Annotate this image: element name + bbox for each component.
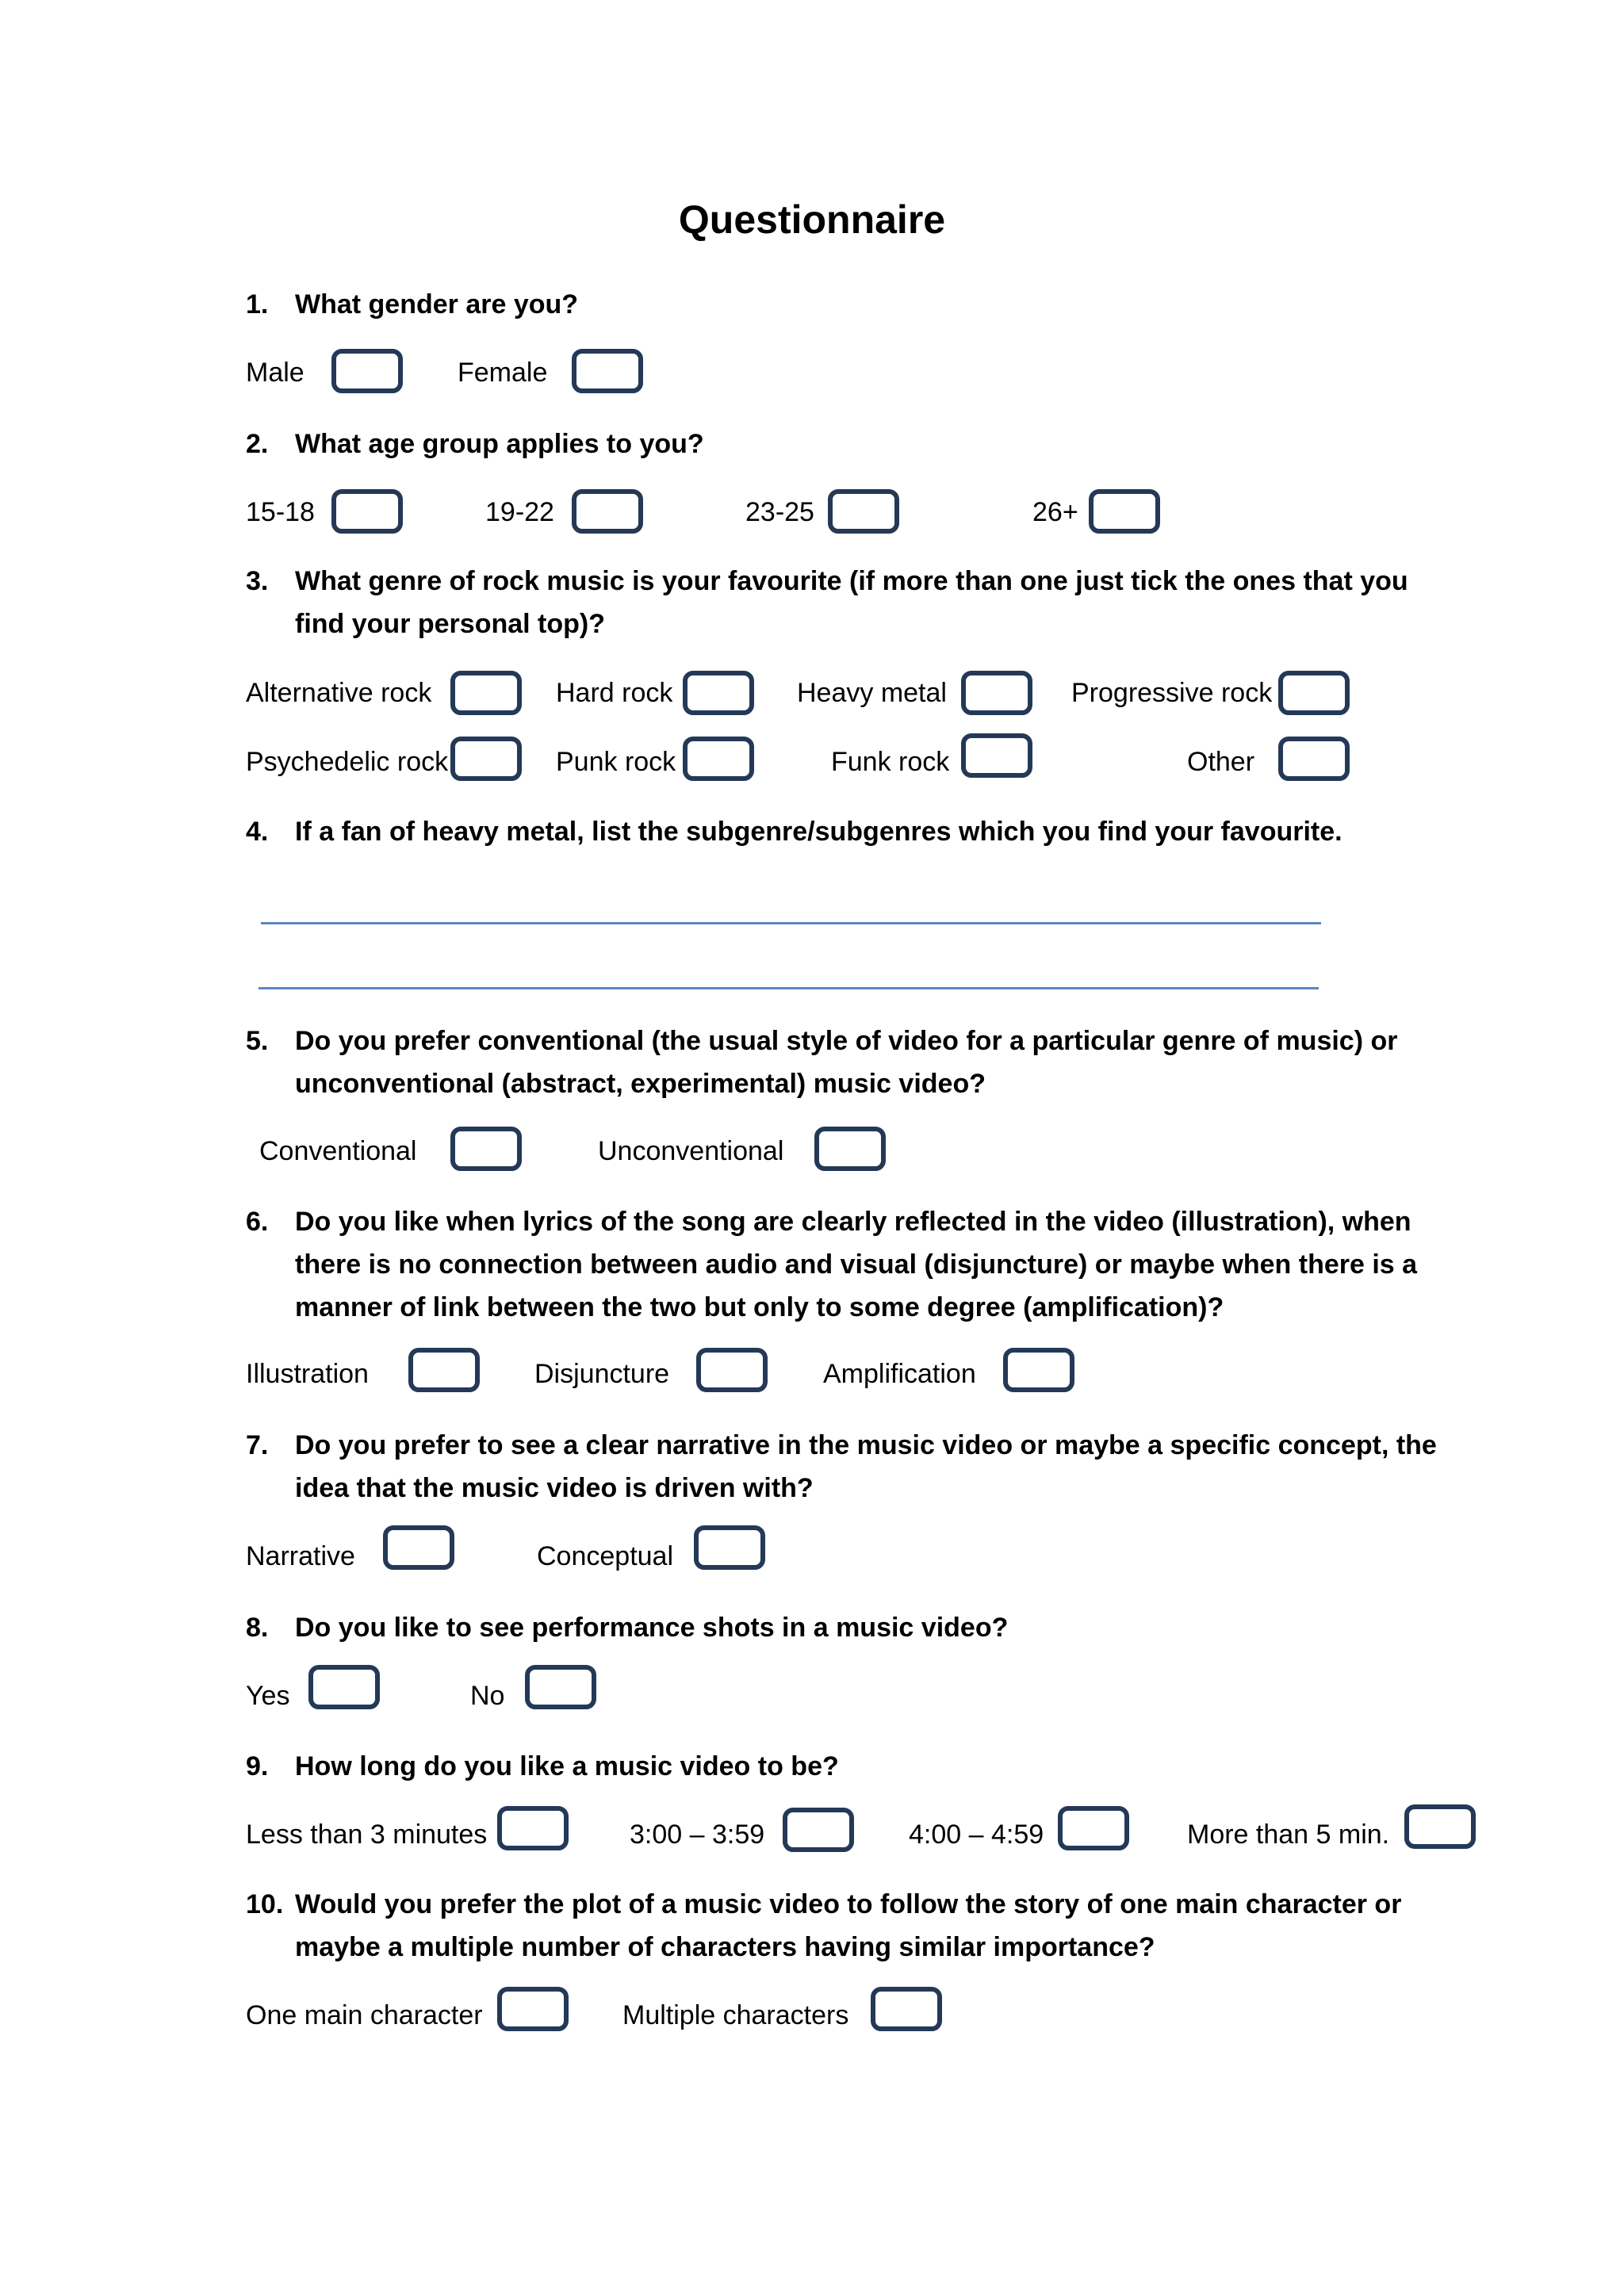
- answer-line-2[interactable]: [259, 987, 1319, 989]
- checkbox-no[interactable]: [525, 1665, 596, 1709]
- question-text: How long do you like a music video to be?: [295, 1751, 839, 1781]
- option-label-alternative-rock: Alternative rock: [246, 678, 432, 708]
- question-2: [246, 423, 1461, 465]
- option-label-yes: Yes: [246, 1681, 290, 1711]
- option-label-disjuncture: Disjuncture: [534, 1359, 670, 1389]
- question-text: What age group applies to you?: [295, 429, 704, 459]
- option-label-15-18: 15-18: [246, 497, 315, 527]
- option-label-4-00-4-59: 4:00 – 4:59: [909, 1820, 1044, 1850]
- question-4: [246, 810, 1461, 853]
- checkbox-3-00-3-59[interactable]: [783, 1808, 854, 1852]
- question-number: 4.: [246, 817, 269, 847]
- question-6: [246, 1200, 1461, 1329]
- checkbox-amplification[interactable]: [1003, 1348, 1074, 1392]
- checkbox-more-than-5-min[interactable]: [1404, 1804, 1476, 1849]
- checkbox-punk-rock[interactable]: [683, 737, 754, 781]
- checkbox-progressive-rock[interactable]: [1278, 671, 1350, 715]
- checkbox-alternative-rock[interactable]: [450, 671, 522, 715]
- answer-line-1[interactable]: [261, 922, 1321, 924]
- checkbox-19-22[interactable]: [572, 489, 643, 534]
- question-5: [246, 1020, 1461, 1105]
- checkbox-other[interactable]: [1278, 737, 1350, 781]
- question-number: 10.: [246, 1889, 284, 1919]
- checkbox-26-plus[interactable]: [1089, 489, 1160, 534]
- checkbox-disjuncture[interactable]: [696, 1348, 768, 1392]
- question-10: [246, 1883, 1461, 1969]
- question-number: 1.: [246, 289, 269, 320]
- checkbox-4-00-4-59[interactable]: [1058, 1806, 1129, 1850]
- option-label-more-than-5-min: More than 5 min.: [1187, 1820, 1390, 1850]
- question-number: 5.: [246, 1026, 269, 1056]
- question-number: 2.: [246, 429, 269, 459]
- option-label-3-00-3-59: 3:00 – 3:59: [630, 1820, 765, 1850]
- checkbox-multiple-characters[interactable]: [871, 1987, 942, 2031]
- question-7: [246, 1424, 1461, 1510]
- checkbox-funk-rock[interactable]: [961, 733, 1032, 778]
- option-label-illustration: Illustration: [246, 1359, 369, 1389]
- checkbox-15-18[interactable]: [331, 489, 403, 534]
- option-label-23-25: 23-25: [745, 497, 814, 527]
- question-text: Do you like to see performance shots in a music video?: [295, 1613, 1009, 1643]
- question-3: [246, 560, 1461, 645]
- question-1: [246, 283, 1461, 326]
- checkbox-23-25[interactable]: [828, 489, 899, 534]
- checkbox-unconventional[interactable]: [814, 1127, 886, 1171]
- checkbox-conceptual[interactable]: [694, 1525, 765, 1570]
- option-label-psychedelic-rock: Psychedelic rock: [246, 747, 449, 777]
- option-label-less-than-3-minutes: Less than 3 minutes: [246, 1820, 488, 1850]
- question-text: Do you like when lyrics of the song are clearly reflected in the video (illustration), when there is no connection between audio and visual (disjuncture) or maybe when there is a manner of link between the two but only to some degree (amplification)?: [295, 1207, 1418, 1322]
- checkbox-male[interactable]: [331, 349, 403, 393]
- option-label-progressive-rock: Progressive rock: [1071, 678, 1273, 708]
- option-label-no: No: [470, 1681, 505, 1711]
- option-label-19-22: 19-22: [485, 497, 554, 527]
- checkbox-conventional[interactable]: [450, 1127, 522, 1171]
- option-label-heavy-metal: Heavy metal: [797, 678, 947, 708]
- option-label-conceptual: Conceptual: [537, 1541, 674, 1571]
- checkbox-illustration[interactable]: [408, 1348, 480, 1392]
- checkbox-one-main-character[interactable]: [497, 1987, 569, 2031]
- option-label-male: Male: [246, 358, 304, 388]
- question-number: 7.: [246, 1430, 269, 1460]
- option-label-amplification: Amplification: [823, 1359, 976, 1389]
- checkbox-female[interactable]: [572, 349, 643, 393]
- option-label-funk-rock: Funk rock: [831, 747, 950, 777]
- question-text: Do you prefer to see a clear narrative in the music video or maybe a specific concept, the idea that the music video is driven with?: [295, 1430, 1437, 1503]
- option-label-multiple-characters: Multiple characters: [622, 2000, 849, 2030]
- option-label-female: Female: [458, 358, 548, 388]
- option-label-punk-rock: Punk rock: [556, 747, 676, 777]
- question-number: 3.: [246, 566, 269, 596]
- checkbox-narrative[interactable]: [383, 1525, 454, 1570]
- option-label-narrative: Narrative: [246, 1541, 355, 1571]
- question-8: [246, 1606, 1461, 1649]
- option-label-unconventional: Unconventional: [598, 1136, 784, 1166]
- checkbox-psychedelic-rock[interactable]: [450, 737, 522, 781]
- checkbox-yes[interactable]: [308, 1665, 380, 1709]
- question-text: Would you prefer the plot of a music video to follow the story of one main character or maybe a multiple number of characters having similar importance?: [295, 1889, 1402, 1962]
- question-9: [246, 1745, 1461, 1788]
- question-text: Do you prefer conventional (the usual style of video for a particular genre of music) or unconventional (abstract, experimental) music video?: [295, 1026, 1398, 1099]
- question-text: What gender are you?: [295, 289, 579, 320]
- question-number: 6.: [246, 1207, 269, 1237]
- option-label-other: Other: [1187, 747, 1255, 777]
- page-title: Questionnaire: [678, 197, 946, 242]
- checkbox-heavy-metal[interactable]: [961, 671, 1032, 715]
- question-number: 9.: [246, 1751, 269, 1781]
- option-label-one-main-character: One main character: [246, 2000, 483, 2030]
- checkbox-hard-rock[interactable]: [683, 671, 754, 715]
- question-number: 8.: [246, 1613, 269, 1643]
- option-label-hard-rock: Hard rock: [556, 678, 673, 708]
- checkbox-less-than-3-minutes[interactable]: [497, 1806, 569, 1850]
- option-label-26-plus: 26+: [1032, 497, 1078, 527]
- question-text: If a fan of heavy metal, list the subgenre/subgenres which you find your favourite.: [295, 817, 1342, 847]
- question-text: What genre of rock music is your favourite (if more than one just tick the ones that you find your personal top)?: [295, 566, 1408, 639]
- option-label-conventional: Conventional: [259, 1136, 417, 1166]
